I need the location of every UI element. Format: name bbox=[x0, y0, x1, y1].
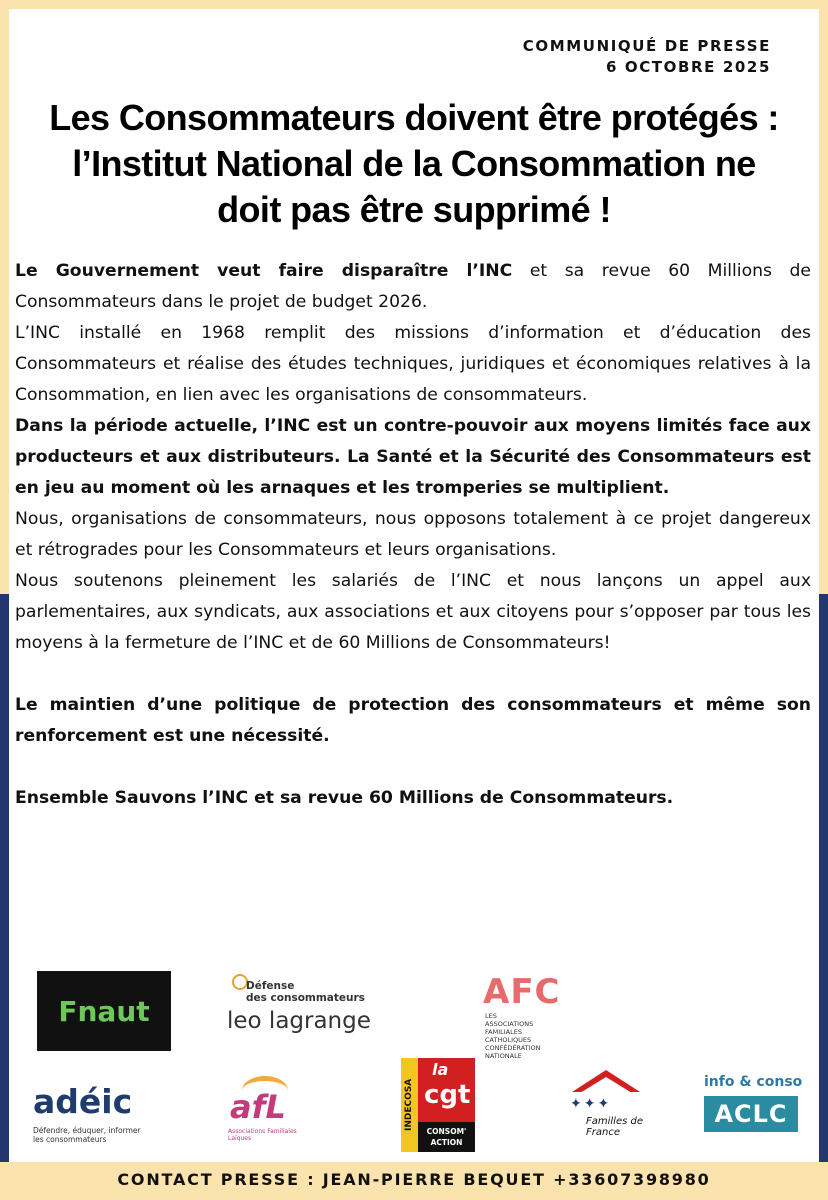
paragraph-1 bbox=[15, 256, 811, 318]
aclc-info-conso-text: info & conso bbox=[704, 1074, 803, 1090]
afc-logo bbox=[475, 972, 615, 1062]
aclc-logo bbox=[700, 1074, 804, 1134]
paragraph-3 bbox=[15, 411, 811, 504]
leo-lagrange-tagline bbox=[246, 980, 365, 1004]
fnaut-logo bbox=[37, 971, 171, 1051]
familles-de-france-logo bbox=[560, 1068, 670, 1138]
consom-action-line: ACTION bbox=[430, 1138, 463, 1147]
paragraph-5: Nous soutenons pleinement les salariés de l’INC et nous lançons un appel aux parlementaires, aux syndicats, aux associations et aux citoyens pour s’opposer par tous les moyens à la fermeture de l’INC et de 60 Millions de Consommateurs! bbox=[15, 571, 811, 653]
familles-de-france-text: Familles de France bbox=[586, 1116, 643, 1138]
cgt-indecosa-logo bbox=[401, 1058, 475, 1152]
headline-line-3: doit pas être supprimé ! bbox=[217, 189, 611, 230]
afc-subtitle-line: CONFÉDÉRATION bbox=[485, 1044, 541, 1052]
paragraph-1-bold: Le Gouvernement veut faire disparaître l’INC bbox=[15, 261, 513, 281]
paragraph-7 bbox=[15, 783, 811, 814]
afl-logo-text: afL bbox=[230, 1088, 286, 1126]
family-people-icon: ✦✦✦ bbox=[570, 1096, 612, 1112]
leo-tagline-line-2: des consommateurs bbox=[246, 992, 365, 1004]
paragraph-7-bold: Ensemble Sauvons l’INC et sa revue 60 Millions de Consommateurs. bbox=[15, 788, 674, 808]
cgt-la-text: la bbox=[432, 1060, 449, 1079]
leo-lagrange-logo bbox=[228, 972, 398, 1042]
paragraph-6-bold: Le maintien d’une politique de protection des consommateurs et même son renforcement est une nécessité. bbox=[15, 695, 811, 746]
afc-subtitle-line: NATIONALE bbox=[485, 1052, 522, 1060]
press-contact-footer: CONTACT PRESSE : JEAN-PIERRE BEQUET +33607398980 bbox=[0, 1162, 828, 1200]
adeic-tagline-line: les consommateurs bbox=[33, 1135, 107, 1144]
afc-subtitle-line: ASSOCIATIONS bbox=[485, 1020, 534, 1028]
afc-subtitle-line: LES bbox=[485, 1012, 497, 1020]
afc-subtitle-line: CATHOLIQUES bbox=[485, 1036, 532, 1044]
paragraph-2: L’INC installé en 1968 remplit des missions d’information et d’éducation des Consommateurs et réalise des études techniques, juridiques et économiques relatives à la Consommation, en lien avec les organisations de consommateurs. bbox=[15, 323, 811, 405]
fnaut-logo-text: Fnaut bbox=[58, 994, 150, 1028]
paragraph-3-bold: Dans la période actuelle, l’INC est un contre-pouvoir aux moyens limités face aux producteurs et aux distributeurs. La Santé et la Sécurité des Consommateurs est en jeu au moment où les arnaques et les tromperies se multiplient. bbox=[15, 416, 811, 498]
headline-line-2: l’Institut National de la Consommation ne bbox=[72, 143, 756, 184]
headline bbox=[9, 95, 819, 233]
adeic-tagline-line: Défendre, éduquer, informer bbox=[33, 1126, 141, 1135]
aclc-box-text: ACLC bbox=[704, 1096, 798, 1132]
cgt-word-text: cgt bbox=[424, 1080, 471, 1110]
paragraph-4: Nous, organisations de consommateurs, nous opposons totalement à ce projet dangereux et rétrogrades pour les Consommateurs et leurs organisations. bbox=[15, 509, 811, 560]
paragraph-1-rest: et sa revue 60 Millions de Consommateurs dans le projet de budget 2026. bbox=[15, 261, 811, 312]
headline-line-1: Les Consommateurs doivent être protégés : bbox=[49, 97, 779, 138]
cgt-red-block bbox=[418, 1058, 475, 1122]
afc-subtitle-line: FAMILIALES bbox=[485, 1028, 522, 1036]
consom-action-line: CONSOM' bbox=[426, 1127, 467, 1136]
adeic-logo-text: adéic bbox=[33, 1082, 133, 1121]
indecosa-side-text: INDECOSA bbox=[401, 1058, 418, 1152]
afc-logo-text: AFC bbox=[483, 972, 561, 1012]
adeic-logo-tagline bbox=[33, 1126, 141, 1144]
document-type-label: COMMUNIQUÉ DE PRESSE bbox=[522, 37, 771, 55]
consom-action-block bbox=[418, 1122, 475, 1152]
afl-logo-tagline: Associations Familiales Laïques bbox=[228, 1128, 297, 1142]
spacer bbox=[15, 752, 811, 783]
paragraph-6 bbox=[15, 690, 811, 752]
body-text bbox=[15, 256, 811, 814]
house-roof-inner bbox=[580, 1077, 632, 1093]
spacer bbox=[15, 659, 811, 690]
afc-logo-subtitle bbox=[485, 1012, 541, 1060]
leo-tagline-line-1: Défense bbox=[246, 980, 295, 992]
leo-lagrange-name: leo lagrange bbox=[227, 1008, 371, 1034]
document-date: 6 OCTOBRE 2025 bbox=[605, 58, 771, 76]
header-meta bbox=[523, 36, 771, 78]
adeic-logo bbox=[33, 1082, 173, 1142]
afl-logo bbox=[222, 1068, 312, 1148]
